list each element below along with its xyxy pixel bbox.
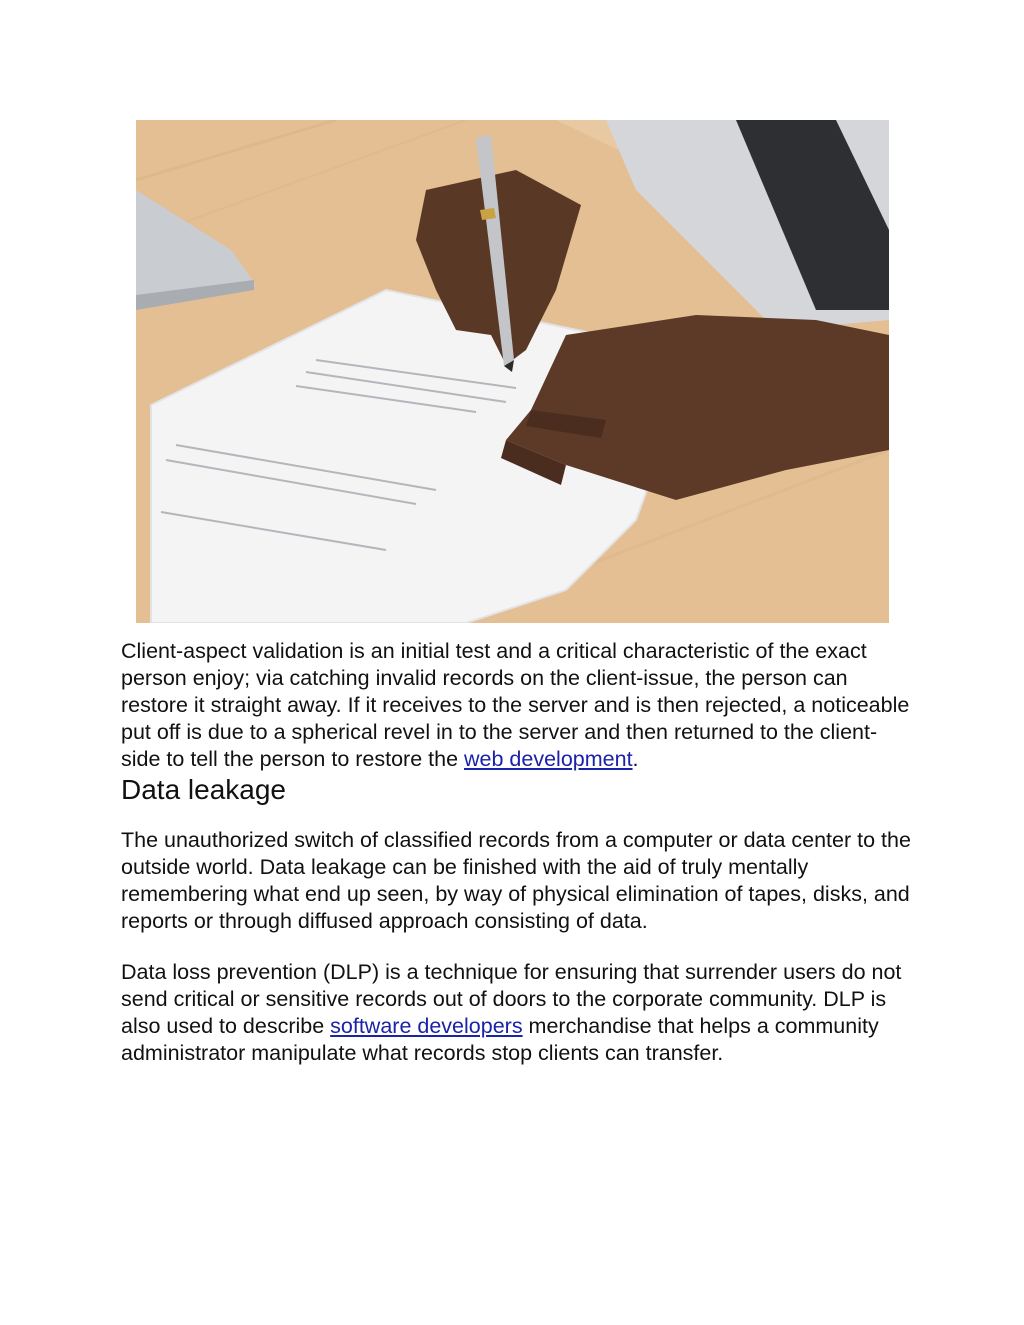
dlp-text: Data loss prevention (DLP) is a technique for ensuring that surrender users do not send critical or sensitive records out of doors to the corporate community. DLP is also used to describe — [121, 960, 902, 1038]
intro-text: Client-aspect validation is an initial test and a critical characteristic of the exact person enjoy; via catching invalid records on the client-issue, the person can restore it straight away. If it receives to the server and is then rejected, a noticeable put off is due to a spherical revel in to the server and then returned to the client-side to tell the person to restore the — [121, 639, 910, 771]
data-leakage-paragraph: The unauthorized switch of classified records from a computer or data center to the outside world. Data leakage can be finished with the aid of truly mentally remembering what end up seen, by way of physical elimination of tapes, disks, and reports or through diffused approach consisting of data. — [121, 828, 911, 933]
intro-text-end: . — [632, 747, 639, 771]
hero-photo — [136, 120, 889, 623]
intro-paragraph — [121, 638, 911, 773]
section-heading: Data leakage — [121, 774, 287, 805]
article-content — [121, 638, 911, 1067]
web-development-link[interactable]: web development — [464, 747, 633, 771]
signing-document-illustration — [136, 120, 889, 623]
dlp-paragraph — [121, 959, 911, 1067]
dlp-text-end: merchandise that helps a community administrator manipulate what records stop clients can transfer. — [121, 1014, 879, 1065]
software-developers-link[interactable]: software developers — [330, 1014, 523, 1038]
